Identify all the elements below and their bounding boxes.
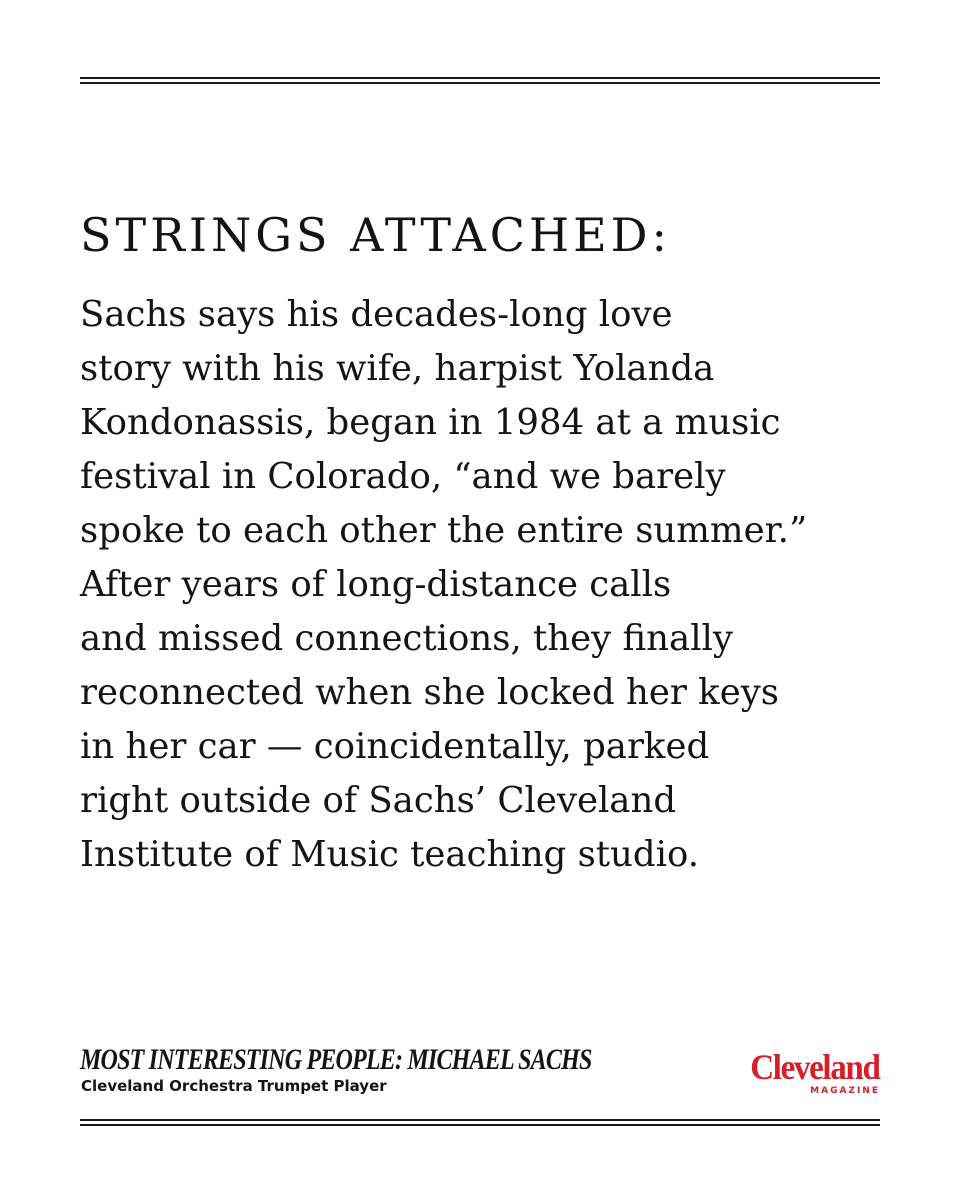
story-line: Institute of Music teaching studio. bbox=[80, 834, 700, 875]
story-line: festival in Colorado, “and we barely bbox=[80, 456, 726, 497]
person-role: Cleveland Orchestra Trumpet Player bbox=[81, 1077, 387, 1095]
top-double-rule bbox=[80, 77, 880, 84]
story-line: in her car — coincidentally, parked bbox=[80, 726, 710, 767]
series-title: MOST INTERESTING PEOPLE: MICHAEL SACHS bbox=[80, 1043, 592, 1076]
story-line: and missed connections, they finally bbox=[80, 618, 733, 659]
story-line: Sachs says his decades-long love bbox=[80, 294, 673, 335]
logo-subline: MAGAZINE bbox=[810, 1086, 880, 1096]
bottom-double-rule bbox=[80, 1119, 880, 1126]
logo-wordmark: Cleveland bbox=[750, 1047, 880, 1087]
story-line: spoke to each other the entire summer.” bbox=[80, 510, 808, 551]
story-line: reconnected when she locked her keys bbox=[80, 672, 779, 713]
story-line: right outside of Sachs’ Cleveland bbox=[80, 780, 677, 821]
story-line: story with his wife, harpist Yolanda bbox=[80, 348, 715, 389]
story-body bbox=[80, 288, 910, 882]
cleveland-magazine-logo bbox=[739, 1049, 880, 1096]
story-line: Kondonassis, began in 1984 at a music bbox=[80, 402, 781, 443]
story-line: After years of long-distance calls bbox=[80, 564, 672, 605]
section-heading: STRINGS ATTACHED: bbox=[80, 208, 672, 262]
